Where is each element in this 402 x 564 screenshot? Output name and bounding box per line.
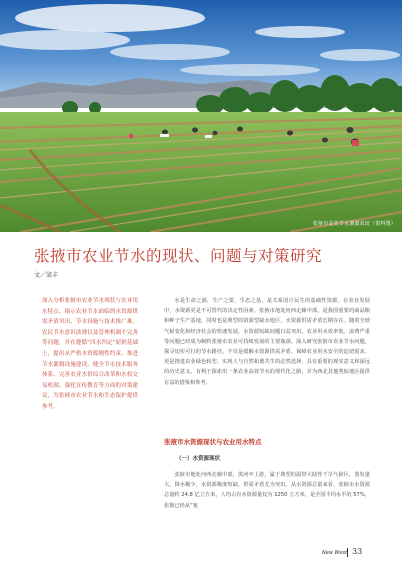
- page-divider: [347, 548, 348, 557]
- intro-paragraph: 水是生命之源，生产之要，生态之基，是关系国计民生的基础性资源。在农业发展中，水资源更是不可替代的决定性因素。张掖市地处河西走廊中部，是我国重要的商品粮和种子生产基地，同时也是典型的资源型缺水地区，水资源供需矛盾长期存在。随着全球气候变化和经济社会的快速发展，水资源短缺问题日益突出，农业用水效率低、浪费严重等问题已经成为制约张掖市农业可持续发展的主要瓶颈。深入研究张掖市农业节水问题，探寻切实可行的节水路径，不仅是缓解水资源供需矛盾、保障农业用水安全的迫切需求，更是推进农业绿色转型、实现人与自然和谐共生的必然选择，具有重要的现实意义和深远的历史意义。有利于探索出一条农业高效节水的现代化之路，并为西北其他类似地区提供有益的借鉴和参考。: [164, 298, 370, 386]
- article-abstract: 深入分析张掖市农业节水现状与农业用水特点，揭示农业节水面临的水资源供需矛盾突出、节水设施与技术推广难、农民节水意识淡薄以及管理机制不完善等问题，并在遵循“四水四定”原则基础上，提出从严格水资源刚性约束、推进节水灌溉设施建设、健全节水技术服务体系、完善农业水价综合改革和水权交易机制、强化宣传教育等方面的对策建议，为张掖市农业节水和生态保护提供参考。: [42, 298, 138, 410]
- subsection-heading: （一）水资源现状: [176, 456, 221, 462]
- journal-name: New West: [322, 550, 348, 556]
- article-author: 文／梁丰: [34, 272, 59, 279]
- section-paragraph: 张掖市地处河西走廊中部，黑河中上游，属于典型的温带大陆性干旱气候区，蒸发量大、降水稀少，水资源极度短缺，供需矛盾尤为突出。从水资源总量来看，张掖市水资源总量约 24.8 亿立方米，人均占有水资源量仅为 1250 立方米，是全国平均水平的 57%，张掖已经从“塞: [164, 472, 370, 509]
- page-number: 33: [352, 547, 363, 556]
- intro-text: [164, 296, 370, 388]
- header-photo-farmland: [0, 0, 402, 232]
- section-heading: 张掖市水资源现状与农业用水特点: [164, 438, 262, 446]
- farmland-illustration: [0, 0, 402, 232]
- photo-caption: 张掖市高效节水灌溉农田（资料图）: [312, 221, 396, 227]
- article-title: 张掖市农业节水的现状、问题与对策研究: [34, 247, 323, 265]
- section-text: [164, 470, 370, 511]
